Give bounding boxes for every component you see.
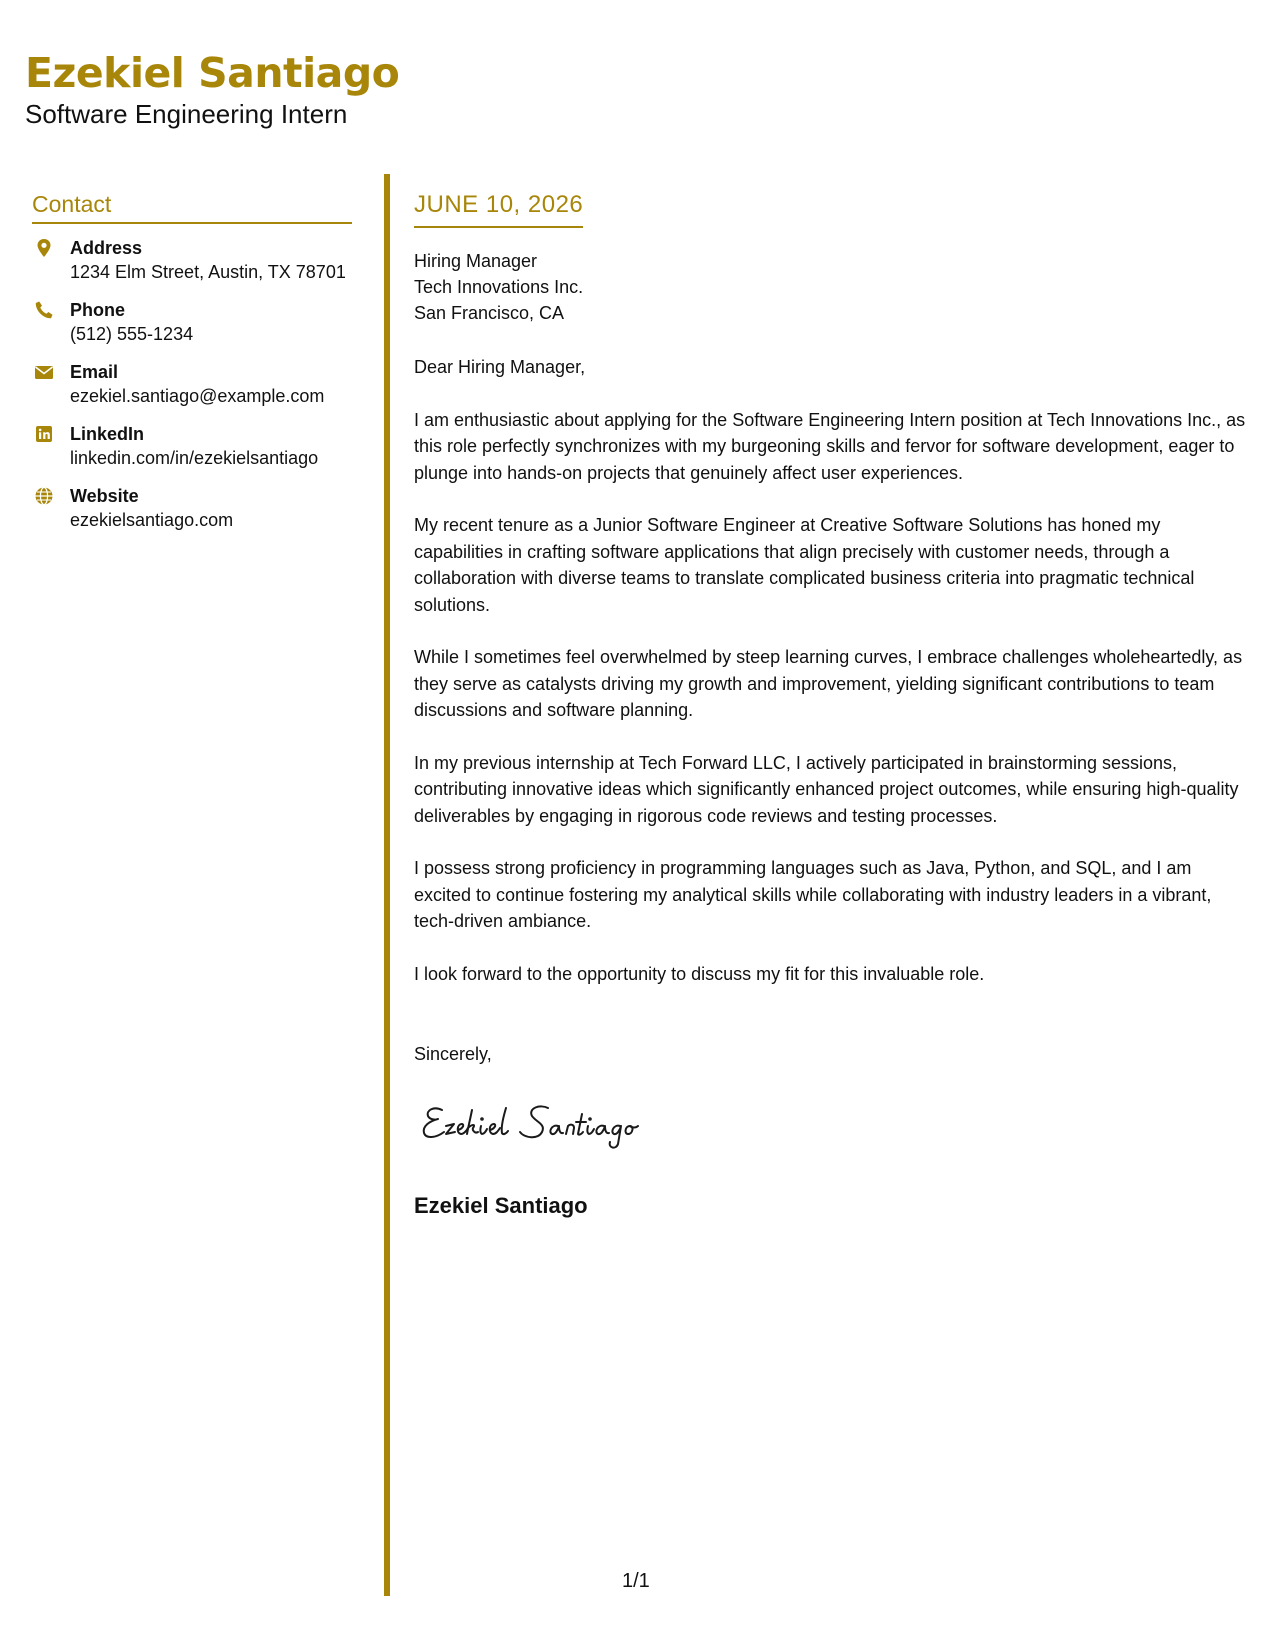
phone-icon xyxy=(34,300,54,320)
contact-item-address xyxy=(32,236,352,284)
address-value: 1234 Elm Street, Austin, TX 78701 xyxy=(70,262,346,282)
email-value[interactable]: ezekiel.santiago@example.com xyxy=(70,386,325,406)
contact-label: Website xyxy=(70,486,139,506)
letter-header xyxy=(25,48,399,130)
letter-body xyxy=(414,190,1249,1220)
phone-value: (512) 555-1234 xyxy=(70,324,194,344)
closing: Sincerely, xyxy=(414,1044,492,1064)
body-paragraph: In my previous internship at Tech Forward LLC, I actively participated in brainstorming sessions, contributing innovative ideas which significantly enhanced project outcomes, while ensuring high-quality deliverables by engaging in rigorous code reviews and testing processes. xyxy=(414,752,1239,826)
applicant-name: Ezekiel Santiago xyxy=(25,49,400,97)
salutation: Dear Hiring Manager, xyxy=(414,357,586,377)
contact-item-website xyxy=(32,484,352,532)
body-paragraph: I look forward to the opportunity to discuss my fit for this invaluable role. xyxy=(414,963,985,984)
page-number: 1/1 xyxy=(622,1570,650,1592)
body-paragraph: My recent tenure as a Junior Software Engineer at Creative Software Solutions has honed my capabilities in crafting software applications that align precisely with customer needs, through a collaboration with diverse teams to translate complicated business criteria into pragmatic technical solutions. xyxy=(414,515,1195,615)
signer-name: Ezekiel Santiago xyxy=(414,1193,588,1218)
contact-label: Email xyxy=(70,362,119,382)
recipient-location: San Francisco, CA xyxy=(414,303,565,323)
contact-item-linkedin xyxy=(32,422,352,470)
contact-label: Address xyxy=(70,238,143,258)
linkedin-value[interactable]: linkedin.com/in/ezekielsantiago xyxy=(70,448,319,468)
contact-item-email xyxy=(32,360,352,408)
website-value[interactable]: ezekielsantiago.com xyxy=(70,510,234,530)
applicant-role: Software Engineering Intern xyxy=(25,99,348,129)
globe-icon xyxy=(34,486,54,506)
contact-label: LinkedIn xyxy=(70,424,145,444)
signature-image xyxy=(420,1096,660,1152)
contact-label: Phone xyxy=(70,300,126,320)
body-paragraph: I possess strong proficiency in programming languages such as Java, Python, and SQL, and I am excited to continue fostering my analytical skills while collaborating with industry leaders in a vibrant, tech-driven ambiance. xyxy=(414,858,1212,931)
contact-heading: Contact xyxy=(32,190,352,224)
recipient-block xyxy=(414,248,1249,326)
handwritten-signature xyxy=(420,1096,1249,1160)
body-paragraph: While I sometimes feel overwhelmed by steep learning curves, I embrace challenges wholeheartedly, as they serve as catalysts driving my growth and improvement, yielding significant contributions to team discussions and software planning. xyxy=(414,647,1243,720)
recipient-company: Tech Innovations Inc. xyxy=(414,277,584,297)
contact-item-phone xyxy=(32,298,352,346)
letter-date: JUNE 10, 2026 xyxy=(414,190,583,228)
body-paragraph: I am enthusiastic about applying for the Software Engineering Intern position at Tech Innovations Inc., as this role perfectly synchronizes with my burgeoning skills and fervor for software development, eager to plunge into hands-on projects that genuinely affect user experiences. xyxy=(414,409,1246,483)
linkedin-icon xyxy=(34,424,54,444)
contact-sidebar xyxy=(32,190,352,546)
envelope-icon xyxy=(34,362,54,382)
column-divider xyxy=(384,174,390,1596)
map-pin-icon xyxy=(34,238,54,258)
recipient-title: Hiring Manager xyxy=(414,251,538,271)
